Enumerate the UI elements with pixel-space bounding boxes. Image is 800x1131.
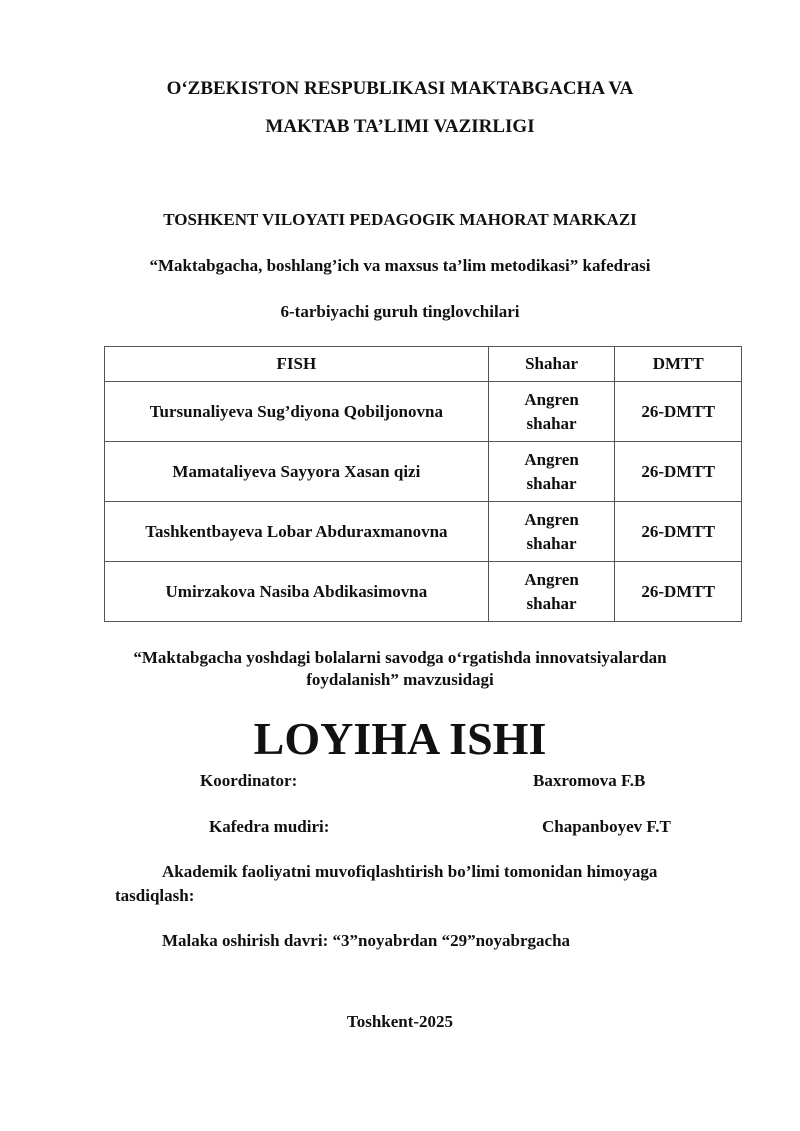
training-period: Malaka oshirish davri: “3”noyabrdan “29”noyabrgacha — [162, 931, 571, 950]
table-row — [105, 562, 742, 622]
city-type: shahar — [526, 533, 577, 553]
header-fish: FISH — [105, 347, 489, 382]
city-name: Angren — [524, 509, 579, 529]
cell-fish: Tursunaliyeva Sug’diyona Qobiljonovna — [105, 382, 489, 442]
city-name: Angren — [524, 449, 579, 469]
head-label: Kafedra mudiri: — [209, 817, 330, 836]
participants-table — [104, 346, 742, 622]
cell-fish: Mamataliyeva Sayyora Xasan qizi — [105, 442, 489, 502]
coordinator-name: Baxromova F.B — [533, 771, 646, 790]
cell-fish: Tashkentbayeva Lobar Abduraxmanovna — [105, 502, 489, 562]
approval-line1: Akademik faoliyatni muvofiqlashtirish bo’limi tomonidan himoyaga — [162, 862, 658, 881]
cell-city — [488, 442, 615, 502]
head-name: Chapanboyev F.T — [542, 817, 671, 836]
table-row — [105, 442, 742, 502]
coordinator-label: Koordinator: — [200, 771, 298, 790]
cell-dmtt: 26-DMTT — [615, 502, 742, 562]
cell-dmtt: 26-DMTT — [615, 442, 742, 502]
cell-dmtt: 26-DMTT — [615, 562, 742, 622]
city-type: shahar — [526, 413, 577, 433]
table-row — [105, 502, 742, 562]
group-name: 6-tarbiyachi guruh tinglovchilari — [280, 302, 520, 321]
topic-line2: foydalanish” mavzusidagi — [306, 670, 494, 689]
cell-dmtt: 26-DMTT — [615, 382, 742, 442]
city-name: Angren — [524, 389, 579, 409]
department-name: “Maktabgacha, boshlang’ich va maxsus ta’lim metodikasi” kafedrasi — [149, 256, 651, 275]
approval-line2: tasdiqlash: — [115, 886, 195, 905]
header-dmtt: DMTT — [615, 347, 742, 382]
header-city: Shahar — [488, 347, 615, 382]
table-row — [105, 382, 742, 442]
ministry-title-line1: O‘ZBEKISTON RESPUBLIKASI MAKTABGACHA VA — [166, 78, 634, 99]
center-name: TOSHKENT VILOYATI PEDAGOGIK MAHORAT MARKAZI — [163, 210, 637, 229]
table-header-row — [105, 347, 742, 382]
city-type: shahar — [526, 593, 577, 613]
document-title: LOYIHA ISHI — [253, 713, 547, 764]
cell-city — [488, 562, 615, 622]
cell-city — [488, 502, 615, 562]
cell-city — [488, 382, 615, 442]
city-type: shahar — [526, 473, 577, 493]
cell-fish: Umirzakova Nasiba Abdikasimovna — [105, 562, 489, 622]
city-name: Angren — [524, 569, 579, 589]
ministry-title-line2: MAKTAB TA’LIMI VAZIRLIGI — [265, 116, 535, 137]
footer-city-year: Toshkent-2025 — [346, 1012, 454, 1031]
topic-line1: “Maktabgacha yoshdagi bolalarni savodga o‘rgatishda innovatsiyalardan — [133, 648, 667, 667]
